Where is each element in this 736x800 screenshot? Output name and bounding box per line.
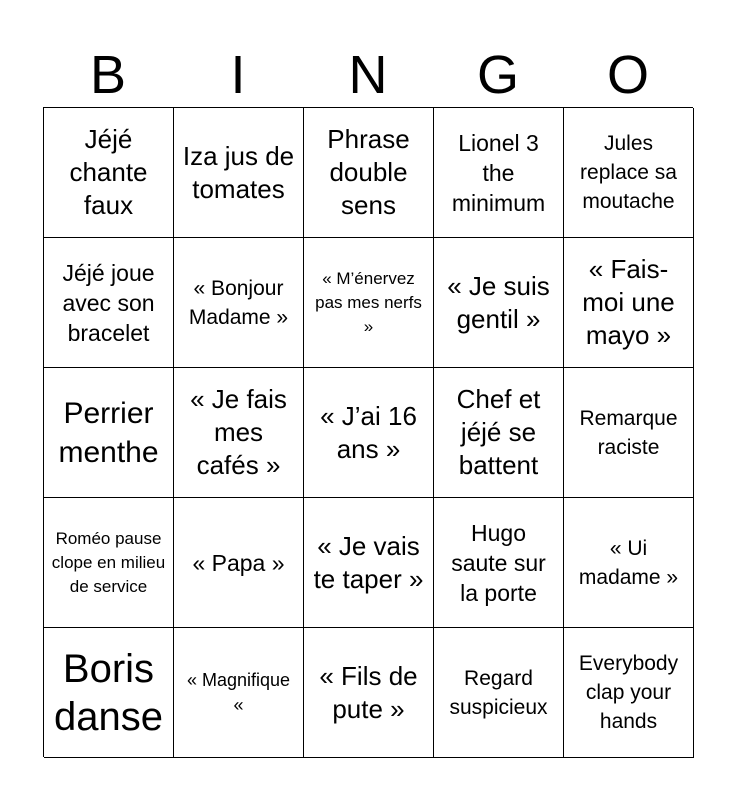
bingo-cell-3-4[interactable]: [434, 368, 564, 498]
header-letter-b: B: [89, 45, 127, 105]
bingo-cell-4-4[interactable]: [434, 498, 564, 628]
header-letter-o: O: [606, 45, 649, 105]
cell-text: « Je fais mes cafés »: [190, 384, 287, 480]
bingo-cell-4-1[interactable]: [44, 498, 174, 628]
cell-text: « Fais-moi une mayo »: [582, 254, 675, 350]
cell-text: Chef et jéjé se battent: [456, 384, 541, 480]
bingo-cell-1-3[interactable]: [304, 108, 434, 238]
header-letter-g: G: [476, 45, 519, 105]
cell-text: Hugo saute sur la porte: [451, 519, 546, 606]
bingo-cell-2-4[interactable]: [434, 238, 564, 368]
cell-text: Perrier menthe: [58, 396, 159, 469]
bingo-header: [43, 44, 693, 106]
bingo-cell-4-5[interactable]: [564, 498, 694, 628]
bingo-cell-3-1[interactable]: [44, 368, 174, 498]
bingo-cell-5-5[interactable]: [564, 628, 694, 758]
cell-text: Remarque raciste: [579, 406, 678, 459]
cell-text: Lionel 3 the minimum: [451, 129, 546, 216]
bingo-cell-5-4[interactable]: [434, 628, 564, 758]
bingo-cell-5-2[interactable]: [174, 628, 304, 758]
bingo-cell-2-3[interactable]: [304, 238, 434, 368]
cell-text: « M’énervez pas mes nerfs »: [315, 268, 422, 336]
header-letter-n: N: [348, 45, 388, 105]
cell-text: « Je vais te taper »: [313, 530, 424, 594]
cell-text: « Je suis gentil »: [447, 270, 550, 334]
cell-text: « Papa »: [192, 549, 285, 576]
bingo-cell-3-5[interactable]: [564, 368, 694, 498]
cell-text: Jules replace sa moutache: [580, 132, 677, 213]
bingo-cell-2-5[interactable]: [564, 238, 694, 368]
cell-text: « J’ai 16 ans »: [320, 400, 417, 464]
bingo-board: [43, 107, 693, 757]
cell-text: Roméo pause clope en milieu de service: [51, 528, 166, 596]
cell-text: « Fils de pute »: [319, 660, 418, 724]
bingo-cell-3-3[interactable]: [304, 368, 434, 498]
cell-text: Jéjé chante faux: [69, 124, 148, 220]
bingo-cell-2-2[interactable]: [174, 238, 304, 368]
bingo-cell-4-3[interactable]: [304, 498, 434, 628]
bingo-cell-1-5[interactable]: [564, 108, 694, 238]
bingo-cell-1-4[interactable]: [434, 108, 564, 238]
bingo-cell-2-1[interactable]: [44, 238, 174, 368]
cell-text: « Ui madame »: [578, 536, 679, 589]
cell-text: Regard suspicieux: [449, 666, 548, 719]
cell-text: Jéjé joue avec son bracelet: [62, 259, 155, 346]
cell-text: Everybody clap your hands: [578, 652, 679, 733]
cell-text: Phrase double sens: [327, 124, 410, 220]
bingo-cell-1-2[interactable]: [174, 108, 304, 238]
bingo-cell-5-3[interactable]: [304, 628, 434, 758]
header-letter-i: I: [230, 45, 246, 105]
bingo-cell-1-1[interactable]: [44, 108, 174, 238]
cell-text: Iza jus de tomates: [182, 140, 295, 204]
bingo-cell-4-2[interactable]: [174, 498, 304, 628]
cell-text: « Bonjour Madame »: [188, 276, 289, 329]
bingo-cell-5-1[interactable]: [44, 628, 174, 758]
cell-text: « Magnifique «: [186, 669, 291, 715]
cell-text: Boris danse: [54, 646, 163, 739]
bingo-cell-3-2[interactable]: [174, 368, 304, 498]
